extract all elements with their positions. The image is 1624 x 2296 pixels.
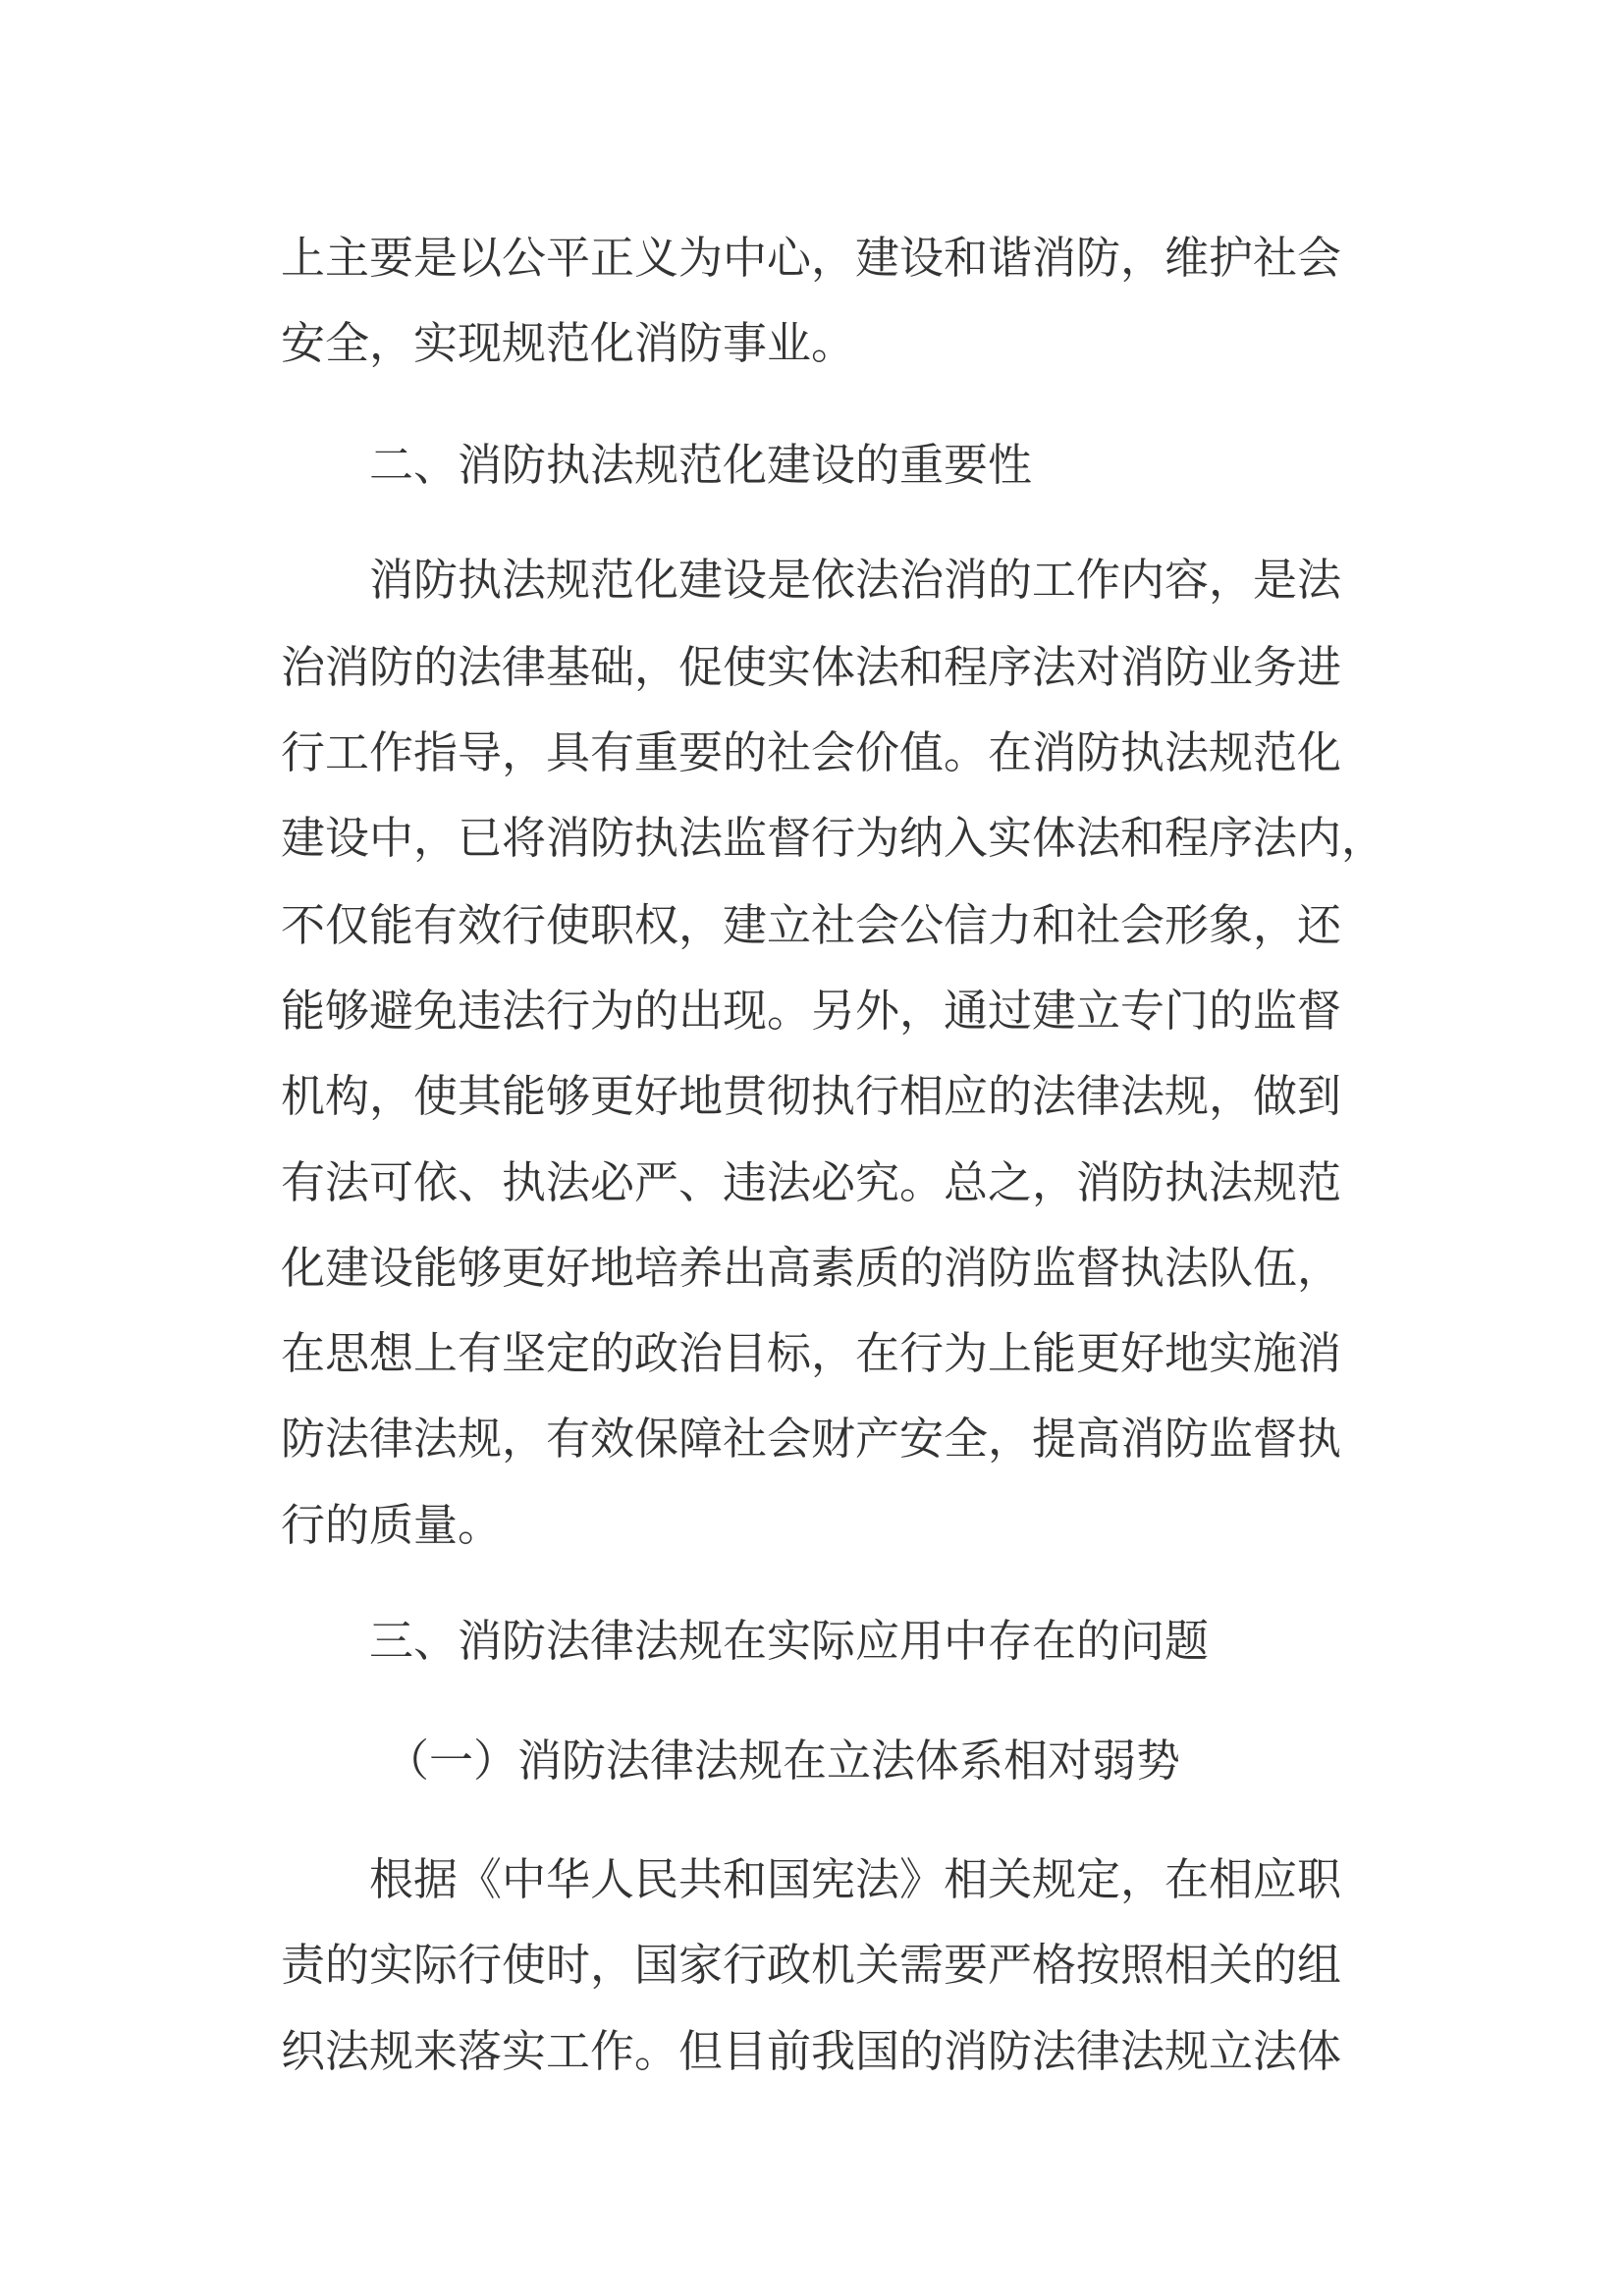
- paragraph-line: 化建设能够更好地培养出高素质的消防监督执法队伍，: [281, 1242, 1342, 1294]
- paragraph-line: 上主要是以公平正义为中心，建设和谐消防，维护社会: [281, 232, 1342, 284]
- paragraph-line: 在思想上有坚定的政治目标，在行为上能更好地实施消: [281, 1327, 1342, 1379]
- paragraph-line: 机构，使其能够更好地贯彻执行相应的法律法规，做到: [281, 1070, 1342, 1122]
- subsection-heading: （一）消防法律法规在立法体系相对弱势: [385, 1735, 1181, 1787]
- section-heading: 二、消防执法规范化建设的重要性: [369, 439, 1033, 491]
- paragraph-line: 织法规来落实工作。但目前我国的消防法律法规立法体: [281, 2025, 1342, 2077]
- paragraph-line: 行工作指导，具有重要的社会价值。在消防执法规范化: [281, 726, 1342, 778]
- paragraph-line: 治消防的法律基础，促使实体法和程序法对消防业务进: [281, 641, 1342, 693]
- paragraph-line: 责的实际行使时，国家行政机关需要严格按照相关的组: [281, 1939, 1342, 1991]
- paragraph-line: 不仅能有效行使职权，建立社会公信力和社会形象，还: [281, 899, 1342, 951]
- paragraph-line: 建设中，已将消防执法监督行为纳入实体法和程序法内，: [281, 812, 1386, 864]
- paragraph-line: 消防执法规范化建设是依法治消的工作内容，是法: [369, 554, 1342, 606]
- paragraph-line: 安全，实现规范化消防事业。: [281, 317, 856, 369]
- paragraph-line: 行的质量。: [281, 1499, 503, 1551]
- section-heading: 三、消防法律法规在实际应用中存在的问题: [369, 1615, 1210, 1667]
- paragraph-line: 根据《中华人民共和国宪法》相关规定，在相应职: [369, 1853, 1342, 1905]
- paragraph-line: 防法律法规，有效保障社会财产安全，提高消防监督执: [281, 1413, 1342, 1465]
- paragraph-line: 有法可依、执法必严、违法必究。总之，消防执法规范: [281, 1156, 1342, 1208]
- paragraph-line: 能够避免违法行为的出现。另外，通过建立专门的监督: [281, 985, 1342, 1037]
